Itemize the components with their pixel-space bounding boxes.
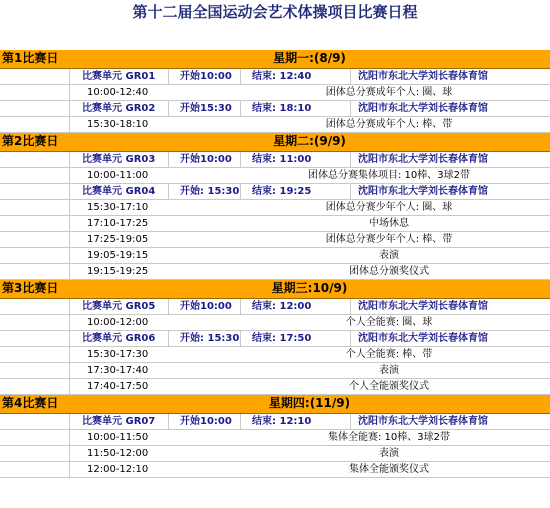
day-label: 第4比赛日 (2, 396, 59, 410)
unit-row (0, 299, 550, 315)
unit-venue: 沈阳市东北大学刘长春体育馆 (358, 154, 488, 165)
grid-line (240, 331, 241, 346)
grid-line (69, 85, 70, 100)
event-row (0, 446, 550, 462)
day-weekday: 星期二:(9/9) (273, 134, 346, 148)
unit-row (0, 69, 550, 85)
schedule-sheet (0, 44, 550, 508)
event-time: 10:00-12:40 (87, 87, 149, 98)
unit-row (0, 414, 550, 430)
event-time: 10:00-11:00 (87, 170, 149, 181)
unit-start: 开始10:00 (180, 301, 232, 312)
unit-end: 结束: 12:10 (252, 416, 312, 427)
day-header (0, 133, 550, 152)
event-time: 19:05-19:15 (87, 250, 149, 261)
unit-start: 开始15:30 (180, 103, 232, 114)
grid-line (69, 152, 70, 167)
unit-code: 比赛单元 GR01 (82, 71, 156, 82)
grid-line (69, 363, 70, 378)
grid-line (240, 101, 241, 116)
unit-row (0, 101, 550, 117)
day-weekday: 星期三:10/9) (271, 281, 348, 295)
event-time: 10:00-12:00 (87, 317, 149, 328)
event-row (0, 168, 550, 184)
unit-venue: 沈阳市东北大学刘长春体育馆 (358, 71, 488, 82)
event-row (0, 430, 550, 446)
event-row (0, 232, 550, 248)
event-row (0, 347, 550, 363)
event-time: 15:30-17:10 (87, 202, 149, 213)
unit-venue: 沈阳市东北大学刘长春体育馆 (358, 103, 488, 114)
event-row (0, 379, 550, 395)
day-weekday: 星期一:(8/9) (273, 51, 346, 65)
day-header (0, 280, 550, 299)
grid-line (168, 69, 169, 84)
event-name: 集体全能赛: 10棒、3球2带 (328, 432, 450, 443)
event-name: 中场休息 (369, 218, 409, 229)
grid-line (240, 414, 241, 429)
event-name: 表演 (379, 250, 399, 261)
grid-line (69, 315, 70, 330)
unit-end: 结束: 12:40 (252, 71, 312, 82)
event-name: 个人全能赛: 棒、带 (345, 349, 433, 360)
event-time: 15:30-17:30 (87, 349, 149, 360)
day-weekday: 星期四:(11/9) (268, 396, 351, 410)
unit-start: 开始: 15:30 (180, 333, 240, 344)
day-header (0, 50, 550, 69)
event-time: 15:30-18:10 (87, 119, 149, 130)
unit-end: 结束: 17:50 (252, 333, 312, 344)
event-name: 集体全能颁奖仪式 (349, 464, 429, 475)
unit-start: 开始10:00 (180, 71, 232, 82)
unit-row (0, 184, 550, 200)
unit-row (0, 331, 550, 347)
grid-line (168, 299, 169, 314)
unit-code: 比赛单元 GR02 (82, 103, 156, 114)
grid-line (69, 248, 70, 263)
grid-line (69, 299, 70, 314)
grid-line (69, 414, 70, 429)
unit-venue: 沈阳市东北大学刘长春体育馆 (358, 186, 488, 197)
unit-end: 结束: 11:00 (252, 154, 312, 165)
grid-line (69, 200, 70, 215)
unit-code: 比赛单元 GR03 (82, 154, 156, 165)
grid-line (69, 379, 70, 394)
unit-row (0, 152, 550, 168)
grid-line (69, 232, 70, 247)
grid-line (69, 69, 70, 84)
event-time: 19:15-19:25 (87, 266, 149, 277)
grid-line (168, 184, 169, 199)
event-row (0, 248, 550, 264)
event-name: 团体总分赛少年个人: 棒、带 (325, 234, 453, 245)
event-time: 12:00-12:10 (87, 464, 149, 475)
unit-venue: 沈阳市东北大学刘长春体育馆 (358, 416, 488, 427)
unit-code: 比赛单元 GR07 (82, 416, 156, 427)
event-row (0, 462, 550, 478)
grid-line (350, 331, 351, 346)
grid-line (350, 299, 351, 314)
grid-line (350, 414, 351, 429)
event-name: 个人全能赛: 圈、球 (345, 317, 433, 328)
grid-line (350, 152, 351, 167)
grid-line (240, 184, 241, 199)
event-time: 17:25-19:05 (87, 234, 149, 245)
grid-line (69, 184, 70, 199)
day-label: 第1比赛日 (2, 51, 59, 65)
grid-line (69, 216, 70, 231)
grid-line (69, 264, 70, 279)
event-row (0, 117, 550, 133)
event-row (0, 85, 550, 101)
event-time: 11:50-12:00 (87, 448, 149, 459)
event-name: 表演 (379, 448, 399, 459)
event-row (0, 315, 550, 331)
grid-line (350, 69, 351, 84)
grid-line (168, 101, 169, 116)
grid-line (240, 152, 241, 167)
day-label: 第3比赛日 (2, 281, 59, 295)
grid-line (69, 347, 70, 362)
grid-line (350, 101, 351, 116)
grid-line (240, 69, 241, 84)
unit-code: 比赛单元 GR05 (82, 301, 156, 312)
event-name: 团体总分赛少年个人: 圈、球 (325, 202, 453, 213)
grid-line (69, 430, 70, 445)
event-time: 10:00-11:50 (87, 432, 149, 443)
unit-start: 开始10:00 (180, 416, 232, 427)
event-time: 17:30-17:40 (87, 365, 149, 376)
event-name: 团体总分颁奖仪式 (349, 266, 429, 277)
unit-venue: 沈阳市东北大学刘长春体育馆 (358, 333, 488, 344)
event-row (0, 200, 550, 216)
event-row (0, 363, 550, 379)
event-name: 团体总分赛成年个人: 棒、带 (325, 119, 453, 130)
page-title: 第十二届全国运动会艺术体操项目比赛日程 (132, 3, 418, 21)
event-time: 17:40-17:50 (87, 381, 149, 392)
event-time: 17:10-17:25 (87, 218, 149, 229)
unit-start: 开始10:00 (180, 154, 232, 165)
unit-venue: 沈阳市东北大学刘长春体育馆 (358, 301, 488, 312)
grid-line (69, 331, 70, 346)
grid-line (168, 414, 169, 429)
grid-line (168, 331, 169, 346)
event-name: 个人全能颁奖仪式 (349, 381, 429, 392)
unit-start: 开始: 15:30 (180, 186, 240, 197)
event-name: 团体总分赛集体项目: 10棒、3球2带 (308, 170, 470, 181)
day-label: 第2比赛日 (2, 134, 59, 148)
grid-line (69, 168, 70, 183)
grid-line (69, 117, 70, 132)
event-row (0, 216, 550, 232)
grid-line (168, 152, 169, 167)
grid-line (350, 184, 351, 199)
unit-end: 结束: 19:25 (252, 186, 312, 197)
event-name: 表演 (379, 365, 399, 376)
grid-line (240, 299, 241, 314)
unit-end: 结束: 12:00 (252, 301, 312, 312)
grid-line (69, 446, 70, 461)
event-name: 团体总分赛成年个人: 圈、球 (325, 87, 453, 98)
day-header (0, 395, 550, 414)
event-row (0, 264, 550, 280)
unit-code: 比赛单元 GR04 (82, 186, 156, 197)
unit-end: 结束: 18:10 (252, 103, 312, 114)
grid-line (69, 462, 70, 477)
grid-line (69, 101, 70, 116)
unit-code: 比赛单元 GR06 (82, 333, 156, 344)
